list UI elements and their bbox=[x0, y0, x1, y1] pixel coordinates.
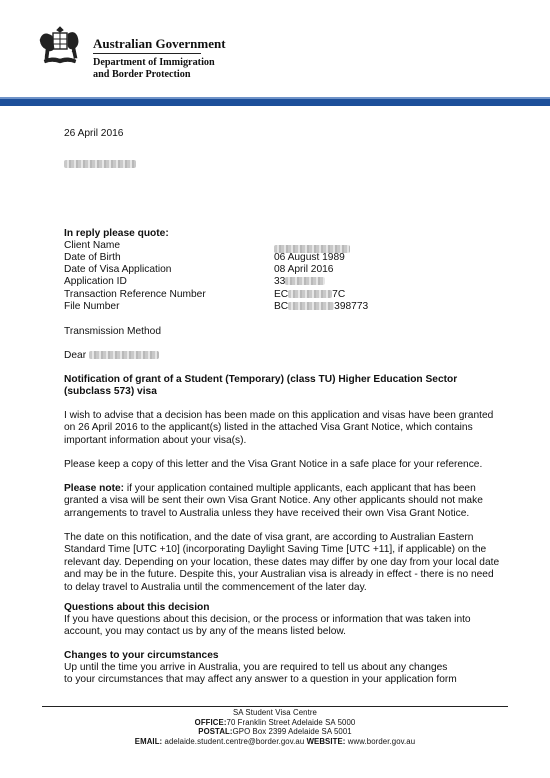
file-number-suffix: 398773 bbox=[334, 301, 369, 312]
paragraph-changes-line-2: to your circumstances that may affect any answer to a question in your application form bbox=[64, 674, 457, 685]
letter-date: 26 April 2016 bbox=[64, 128, 124, 139]
footer-divider bbox=[42, 706, 508, 707]
field-label-file-number: File Number bbox=[64, 301, 120, 312]
paragraph-please-note bbox=[64, 483, 504, 520]
trn-suffix: 7C bbox=[332, 289, 346, 300]
government-name: Australian Government bbox=[93, 36, 226, 51]
paragraph-questions: If you have questions about this decision, or the process or information that was taken into account, you may contact us by any of the means listed below. bbox=[64, 614, 471, 638]
trn-prefix: EC bbox=[274, 289, 289, 300]
footer-website-link[interactable]: www.border.gov.au bbox=[345, 736, 416, 746]
please-note-label: Please note: bbox=[64, 483, 125, 494]
field-value-application-date: 08 April 2016 bbox=[274, 264, 334, 275]
footer bbox=[42, 708, 508, 746]
file-number-prefix: BC bbox=[274, 301, 289, 312]
heading-changes: Changes to your circumstances bbox=[64, 650, 219, 661]
salutation bbox=[64, 350, 159, 362]
coat-of-arms-logo bbox=[36, 24, 84, 68]
field-value-file-number bbox=[274, 301, 368, 313]
department-name: Department of Immigration and Border Protection bbox=[93, 57, 215, 80]
letter-subject: Notification of grant of a Student (Temporary) (class TU) Higher Education Sector (subclass 573) visa bbox=[64, 374, 458, 398]
field-label-dob: Date of Birth bbox=[64, 252, 121, 263]
field-value-application-id bbox=[274, 276, 325, 288]
footer-office: OFFICE:70 Franklin Street Adelaide SA 5000 bbox=[194, 717, 356, 727]
paragraph-decision: I wish to advise that a decision has been made on this application and visas have been granted on 26 April 2016 to the applicant(s) listed in the attached Visa Grant Notice, which contains important information about your visa(s). bbox=[64, 410, 494, 446]
field-value-dob: 06 August 1989 bbox=[274, 252, 345, 263]
reply-heading: In reply please quote: bbox=[64, 228, 169, 239]
heading-questions: Questions about this decision bbox=[64, 602, 210, 613]
footer-centre-name: SA Student Visa Centre bbox=[233, 708, 317, 717]
field-label-application-date: Date of Visa Application bbox=[64, 264, 172, 275]
paragraph-changes-line-1: Up until the time you arrive in Australia, you are required to tell us about any changes bbox=[64, 662, 448, 673]
footer-postal: POSTAL:GPO Box 2399 Adelaide SA 5001 bbox=[198, 727, 352, 736]
application-id-prefix: 33 bbox=[274, 276, 286, 287]
paragraph-time-zone: The date on this notification, and the date of visa grant, are according to Australian Eastern Standard Time [UTC +10] (incorporating Daylight Saving Time [UTC +11], if applicable) on the relevant day. Depending on your location, these dates may differ by one day from your local date and may be in the future. Despite this, your Australian visa is already in effect - there is no need to delay travel to Australia until the commencement of the later day. bbox=[64, 532, 500, 593]
redacted-addressee bbox=[64, 155, 136, 173]
footer-contact: EMAIL: adelaide.student.centre@border.gov.au WEBSITE: www.border.gov.au bbox=[134, 736, 416, 746]
please-note-text: if your application contained multiple applicants, each applicant that has been granted a visa will be sent their own Visa Grant Notice. Any other applicants should not make arrangements to travel to Australia unless they have received their own Visa Grant Notice. bbox=[64, 483, 483, 519]
paragraph-keep-copy: Please keep a copy of this letter and the Visa Grant Notice in a safe place for your reference. bbox=[64, 459, 483, 470]
header-divider bbox=[93, 53, 201, 54]
transmission-method: Transmission Method bbox=[64, 326, 162, 337]
field-label-client-name: Client Name bbox=[64, 240, 121, 251]
field-label-application-id: Application ID bbox=[64, 276, 127, 287]
field-value-transaction-reference bbox=[274, 289, 345, 301]
header-band bbox=[0, 97, 550, 106]
footer-email-link[interactable]: adelaide.student.centre@border.gov.au bbox=[162, 736, 307, 746]
field-label-transaction-reference: Transaction Reference Number bbox=[64, 289, 206, 300]
dear-text: Dear bbox=[64, 350, 87, 361]
